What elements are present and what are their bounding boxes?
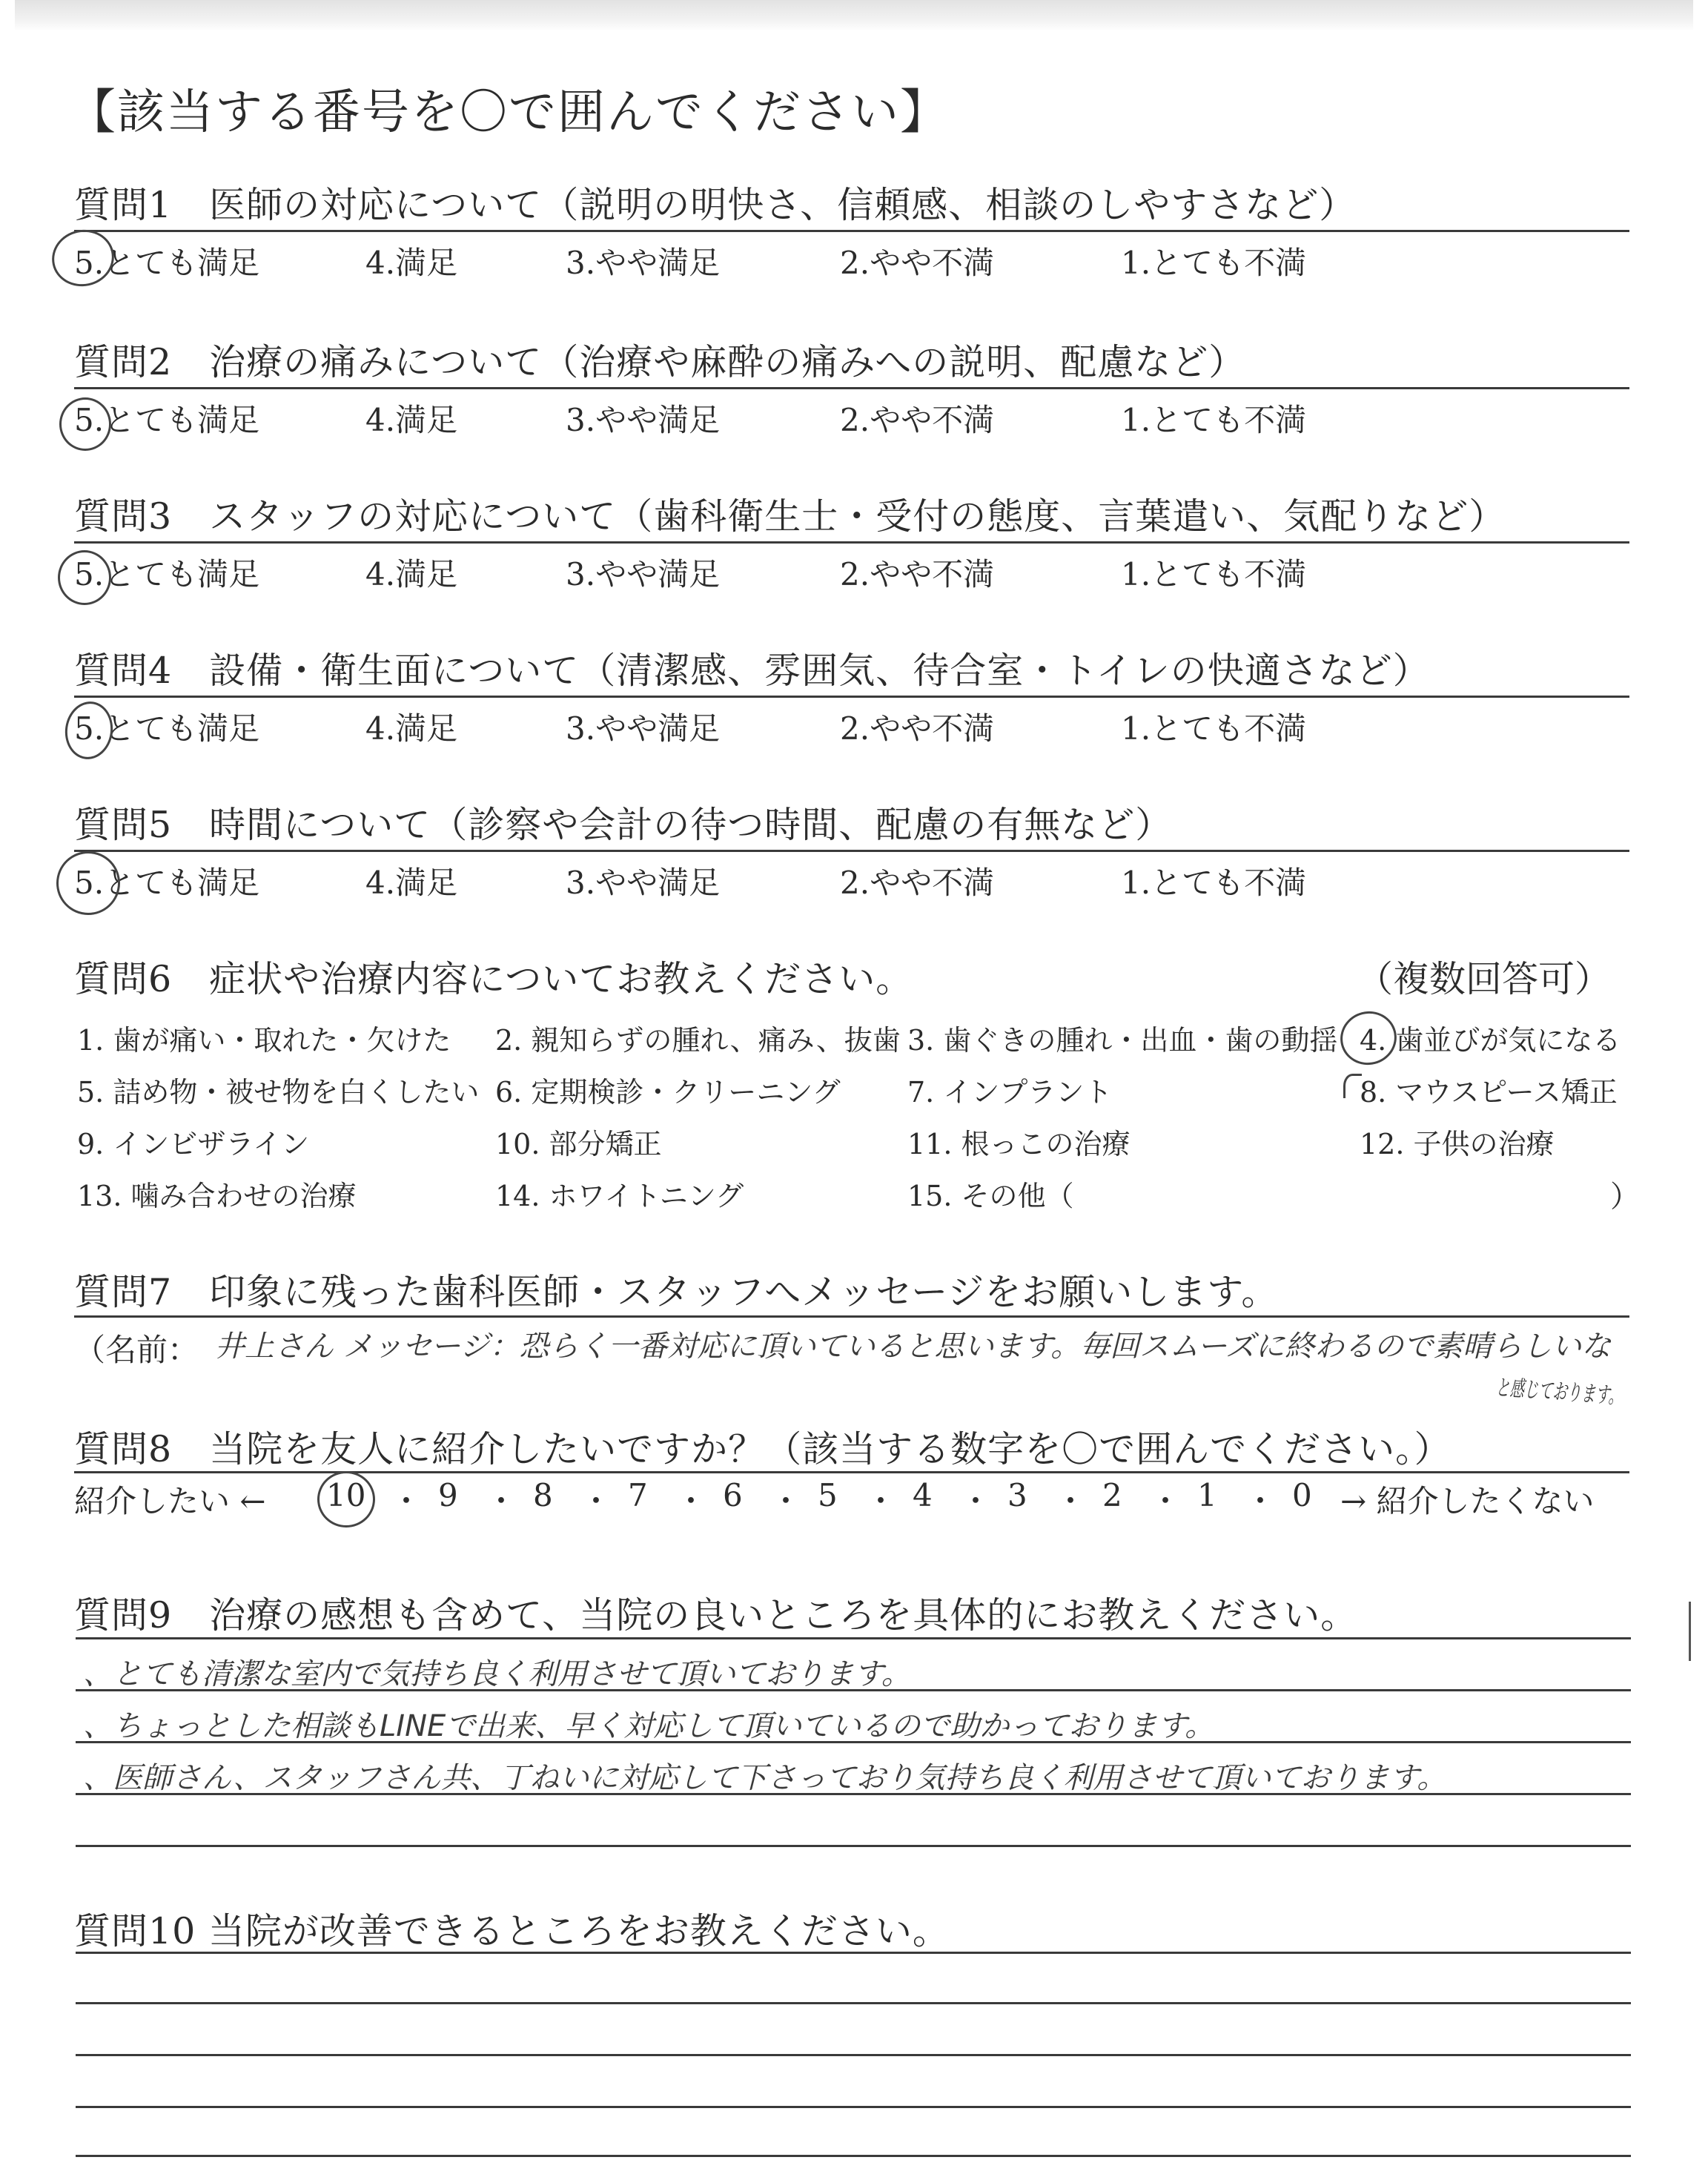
q10-answer-rule bbox=[76, 2155, 1631, 2157]
q8-separator-dot: ・ bbox=[580, 1483, 612, 1519]
q8-left-label: 紹介したい ← bbox=[74, 1483, 266, 1519]
q8-scale-0[interactable]: 0 bbox=[1292, 1477, 1312, 1513]
q7-handwritten-message-line1: 井上さん メッセージ：恐らく一番対応に頂いていると思います。毎回スムーズに終わるので素晴らしいな bbox=[215, 1330, 1612, 1364]
question-2-title: 質問2 治療の痛みについて（治療や麻酔の痛みへの説明、配慮など） bbox=[74, 341, 1246, 383]
q9-answer-rule bbox=[76, 1845, 1631, 1847]
q8-scale-3[interactable]: 3 bbox=[1007, 1477, 1027, 1513]
q9-answer-rule bbox=[76, 1637, 1631, 1639]
q8-separator-dot: ・ bbox=[1245, 1483, 1277, 1519]
question-10-title: 質問10 当院が改善できるところをお教えください。 bbox=[74, 1910, 950, 1952]
q9-handwritten-answer-2: 、ちょっとした相談もLINEで出来、早く対応して頂いているので助かっております。 bbox=[83, 1709, 1215, 1743]
q6-option-4[interactable]: 4. 歯並びが気になる bbox=[1360, 1024, 1621, 1057]
q2-option-2[interactable]: 2.やや不満 bbox=[840, 402, 995, 438]
question-5-title: 質問5 時間について（診察や会計の待つ時間、配慮の有無など） bbox=[74, 804, 1173, 846]
q6-option-11[interactable]: 11. 根っこの治療 bbox=[907, 1128, 1131, 1160]
question-2-rule bbox=[74, 387, 1629, 389]
q6-selection-circle-4 bbox=[1334, 1005, 1402, 1071]
q2-selection-circle bbox=[59, 397, 111, 451]
q8-scale-1[interactable]: 1 bbox=[1197, 1477, 1217, 1513]
q8-scale-4[interactable]: 4 bbox=[913, 1477, 933, 1513]
q10-answer-rule bbox=[76, 1952, 1631, 1954]
q8-scale-2[interactable]: 2 bbox=[1102, 1477, 1122, 1513]
q4-option-2[interactable]: 2.やや不満 bbox=[840, 710, 995, 747]
q5-option-5[interactable]: 5.とても満足 bbox=[74, 865, 260, 901]
q10-answer-rule bbox=[76, 2002, 1631, 2004]
q8-scale-9[interactable]: 9 bbox=[438, 1477, 458, 1513]
q8-scale-10[interactable]: 10 bbox=[326, 1477, 366, 1513]
q6-option-6[interactable]: 6. 定期検診・クリーニング bbox=[495, 1076, 841, 1109]
q5-option-2[interactable]: 2.やや不満 bbox=[840, 865, 995, 901]
q3-option-3[interactable]: 3.やや満足 bbox=[566, 556, 721, 592]
q8-separator-dot: ・ bbox=[960, 1483, 992, 1519]
q9-handwritten-answer-1: 、とても清潔な室内で気持ち良く利用させて頂いております。 bbox=[83, 1657, 911, 1691]
q5-option-4[interactable]: 4.満足 bbox=[365, 865, 458, 901]
q2-option-1[interactable]: 1.とても不満 bbox=[1121, 402, 1307, 438]
question-1-rule bbox=[74, 230, 1629, 232]
q4-option-3[interactable]: 3.やや満足 bbox=[566, 710, 721, 747]
q6-option-5[interactable]: 5. 詰め物・被せ物を白くしたい bbox=[77, 1076, 480, 1109]
q8-separator-dot: ・ bbox=[391, 1483, 423, 1519]
q1-option-5[interactable]: 5.とても満足 bbox=[74, 245, 260, 281]
q6-other-close-paren: ） bbox=[1610, 1180, 1640, 1214]
q1-option-1[interactable]: 1.とても不満 bbox=[1121, 245, 1307, 281]
q8-separator-dot: ・ bbox=[486, 1483, 517, 1519]
q6-option-3[interactable]: 3. 歯ぐきの腫れ・出血・歯の動揺 bbox=[907, 1024, 1338, 1057]
question-7-rule bbox=[74, 1315, 1629, 1318]
q6-option-8[interactable]: 8. マウスピース矯正 bbox=[1360, 1076, 1618, 1109]
question-7-title: 質問7 印象に残った歯科医師・スタッフへメッセージをお願いします。 bbox=[74, 1271, 1279, 1313]
q4-option-5[interactable]: 5.とても満足 bbox=[74, 710, 260, 747]
question-3-rule bbox=[74, 541, 1629, 544]
scan-margin-mark bbox=[1689, 1602, 1691, 1661]
q6-option-13[interactable]: 13. 噛み合わせの治療 bbox=[77, 1180, 357, 1212]
question-1-title: 質問1 医師の対応について（説明の明快さ、信頼感、相談のしやすさなど） bbox=[74, 184, 1357, 226]
q6-option-7[interactable]: 7. インプラント bbox=[907, 1076, 1113, 1109]
q8-separator-dot: ・ bbox=[675, 1483, 707, 1519]
q8-scale-6[interactable]: 6 bbox=[723, 1477, 743, 1513]
question-8-title: 質問8 当院を友人に紹介したいですか？（該当する数字を〇で囲んでください。） bbox=[74, 1428, 1452, 1470]
q7-name-label: （名前： bbox=[74, 1332, 199, 1368]
q3-selection-circle bbox=[58, 550, 111, 605]
q2-option-4[interactable]: 4.満足 bbox=[365, 402, 458, 438]
q4-option-1[interactable]: 1.とても不満 bbox=[1121, 710, 1307, 747]
q5-selection-circle bbox=[51, 846, 125, 920]
question-6-multiple-note: （複数回答可） bbox=[1357, 958, 1612, 1000]
q2-option-5[interactable]: 5.とても満足 bbox=[74, 402, 260, 438]
q3-option-4[interactable]: 4.満足 bbox=[365, 556, 458, 592]
q6-option-9[interactable]: 9. インビザライン bbox=[77, 1128, 310, 1160]
q8-separator-dot: ・ bbox=[1055, 1483, 1087, 1519]
question-8-rule bbox=[74, 1471, 1629, 1473]
q1-option-3[interactable]: 3.やや満足 bbox=[566, 245, 721, 281]
question-3-title: 質問3 スタッフの対応について（歯科衛生士・受付の態度、言葉遣い、気配りなど） bbox=[74, 495, 1506, 538]
q5-option-3[interactable]: 3.やや満足 bbox=[566, 865, 721, 901]
q6-option-2[interactable]: 2. 親知らずの腫れ、痛み、抜歯 bbox=[495, 1024, 901, 1057]
q4-option-4[interactable]: 4.満足 bbox=[365, 710, 458, 747]
q6-option-14[interactable]: 14. ホワイトニング bbox=[495, 1180, 744, 1212]
q8-scale-8[interactable]: 8 bbox=[533, 1477, 553, 1513]
q8-scale-7[interactable]: 7 bbox=[628, 1477, 648, 1513]
q10-answer-rule bbox=[76, 2054, 1631, 2056]
q9-answer-rule bbox=[76, 1793, 1631, 1795]
question-4-rule bbox=[74, 696, 1629, 698]
q7-handwritten-message-line2: と感じております。 bbox=[1494, 1375, 1624, 1410]
q3-option-1[interactable]: 1.とても不満 bbox=[1121, 556, 1307, 592]
q6-option-12[interactable]: 12. 子供の治療 bbox=[1360, 1128, 1555, 1160]
scan-edge bbox=[15, 0, 1693, 31]
q9-answer-rule bbox=[76, 1741, 1631, 1743]
question-9-title: 質問9 治療の感想も含めて、当院の良いところを具体的にお教えください。 bbox=[74, 1594, 1358, 1636]
question-4-title: 質問4 設備・衛生面について（清潔感、雰囲気、待合室・トイレの快適さなど） bbox=[74, 650, 1430, 692]
q8-separator-dot: ・ bbox=[865, 1483, 897, 1519]
q6-option-10[interactable]: 10. 部分矯正 bbox=[495, 1128, 662, 1160]
q10-answer-rule bbox=[76, 2106, 1631, 2108]
q6-option-15[interactable]: 15. その他（ bbox=[907, 1180, 1074, 1212]
q8-scale-5[interactable]: 5 bbox=[818, 1477, 838, 1513]
q8-right-label: → 紹介したくない bbox=[1340, 1483, 1595, 1519]
q1-option-4[interactable]: 4.満足 bbox=[365, 245, 458, 281]
q5-option-1[interactable]: 1.とても不満 bbox=[1121, 865, 1307, 901]
question-6-title: 質問6 症状や治療内容についてお教えください。 bbox=[74, 958, 913, 1000]
q9-answer-rule bbox=[76, 1689, 1631, 1691]
q8-separator-dot: ・ bbox=[770, 1483, 802, 1519]
instructions-header: 【該当する番号を〇で囲んでください】 bbox=[68, 85, 949, 140]
q6-option-1[interactable]: 1. 歯が痛い・取れた・欠けた bbox=[77, 1024, 451, 1057]
q3-option-5[interactable]: 5.とても満足 bbox=[74, 556, 260, 592]
question-5-rule bbox=[74, 850, 1629, 852]
q1-option-2[interactable]: 2.やや不満 bbox=[840, 245, 995, 281]
q8-separator-dot: ・ bbox=[1150, 1483, 1182, 1519]
q8-selection-circle bbox=[317, 1471, 375, 1527]
q2-option-3[interactable]: 3.やや満足 bbox=[566, 402, 721, 438]
q3-option-2[interactable]: 2.やや不満 bbox=[840, 556, 995, 592]
q9-handwritten-answer-3: 、医師さん、スタッフさん共、丁ねいに対応して下さっており気持ち良く利用させて頂いております。 bbox=[83, 1761, 1447, 1795]
q6-selection-mark-8 bbox=[1343, 1074, 1362, 1098]
